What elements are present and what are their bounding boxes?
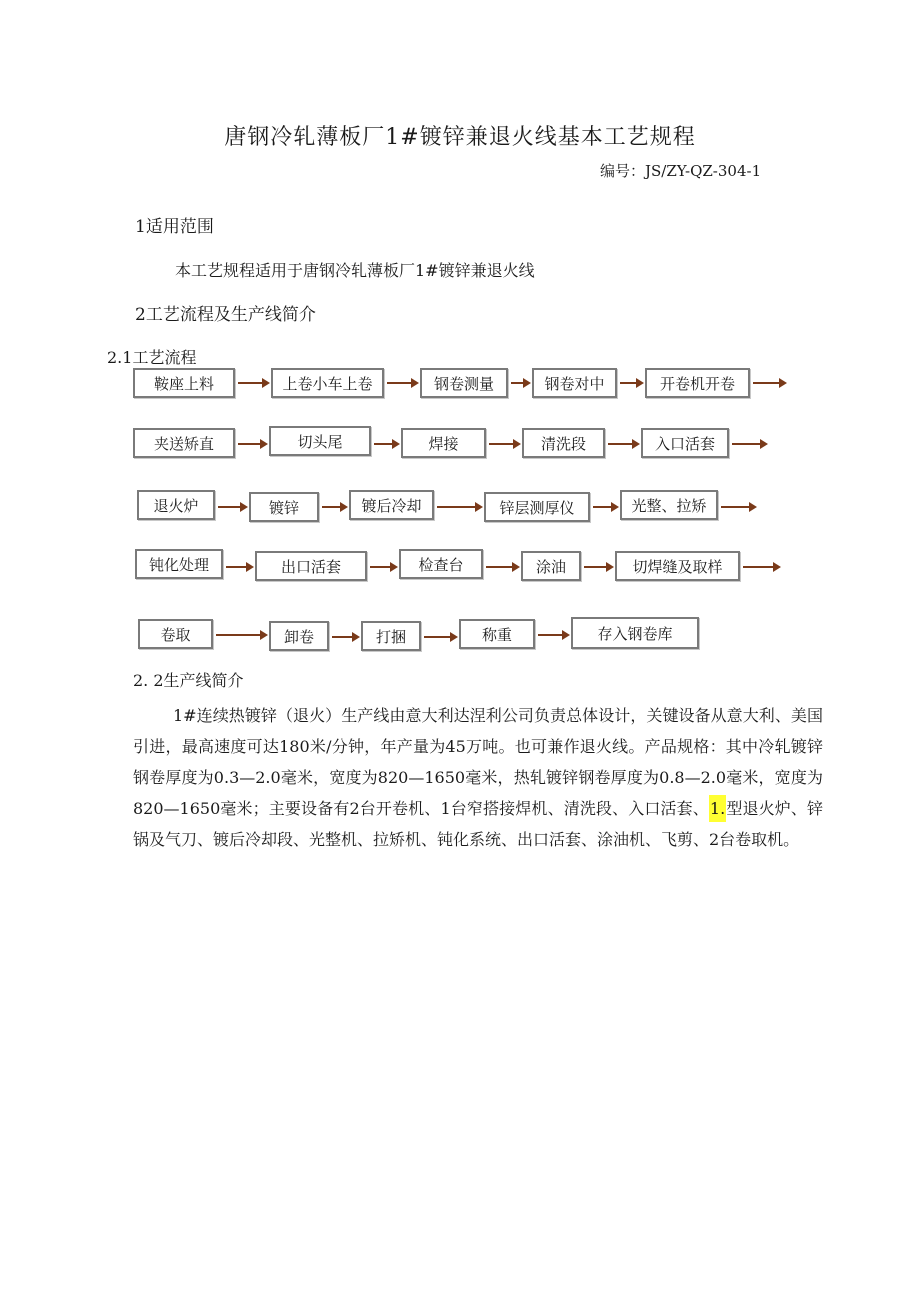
intro-text-part-2: 型退火炉、锌锅及气刀、镀后冷却段、光整机、拉矫机、钝化系统、出口活套、涂油机、飞剪、2台卷取机。: [133, 799, 823, 849]
flow-arrow: [387, 382, 417, 384]
flow-step: 入口活套: [641, 428, 729, 458]
flow-arrow: [238, 382, 268, 384]
flow-arrow: [511, 382, 529, 384]
section-1-heading: 1适用范围: [135, 217, 214, 237]
flow-step: 卷取: [138, 619, 213, 649]
flow-arrow: [584, 566, 612, 568]
flow-step: 镀后冷却: [349, 490, 434, 520]
flow-step: 鞍座上料: [133, 368, 235, 398]
flow-step: 清洗段: [522, 428, 605, 458]
flow-arrow: [218, 506, 246, 508]
flow-arrow: [743, 566, 779, 568]
flow-step: 钝化处理: [135, 549, 223, 579]
flow-step: 开卷机开卷: [645, 368, 750, 398]
flow-arrow: [374, 443, 398, 445]
flow-step: 卸卷: [269, 621, 329, 651]
flow-step: 光整、拉矫: [620, 490, 718, 520]
flow-step: 焊接: [401, 428, 486, 458]
flow-step: 退火炉: [137, 490, 215, 520]
flow-arrow: [238, 443, 266, 445]
flow-step: 切头尾: [269, 426, 371, 456]
production-line-intro: [133, 700, 823, 855]
section-2-2-heading: 2. 2生产线简介: [133, 671, 244, 690]
flow-step: 出口活套: [255, 551, 367, 581]
flow-step: 钢卷测量: [420, 368, 508, 398]
flow-arrow: [721, 506, 755, 508]
flow-arrow: [620, 382, 642, 384]
flow-arrow: [332, 636, 358, 638]
flow-step: 镀锌: [249, 492, 319, 522]
flow-step: 存入钢卷库: [571, 617, 699, 649]
section-2-1-heading: 2.1工艺流程: [107, 348, 197, 367]
flow-arrow: [489, 443, 519, 445]
document-title: 唐钢冷轧薄板厂1#镀锌兼退火线基本工艺规程: [224, 125, 696, 150]
flow-arrow: [538, 634, 568, 636]
flow-step: 打捆: [361, 621, 421, 651]
flow-arrow: [593, 506, 617, 508]
flow-arrow: [216, 634, 266, 636]
flow-step: 夹送矫直: [133, 428, 235, 458]
section-2-heading: 2工艺流程及生产线简介: [135, 305, 316, 325]
flow-step: 涂油: [521, 551, 581, 581]
flow-arrow: [226, 566, 252, 568]
flow-arrow: [608, 443, 638, 445]
flow-step: 称重: [459, 619, 535, 649]
highlighted-text: 1.: [709, 795, 726, 822]
document-number: 编号：JS/ZY-QZ-304-1: [600, 162, 762, 180]
flow-arrow: [486, 566, 518, 568]
flow-step: 切焊缝及取样: [615, 551, 740, 581]
flow-arrow: [732, 443, 766, 445]
flow-step: 锌层测厚仪: [484, 492, 590, 522]
flow-arrow: [370, 566, 396, 568]
flow-step: 上卷小车上卷: [271, 368, 384, 398]
flow-step: 钢卷对中: [532, 368, 617, 398]
flow-arrow: [424, 636, 456, 638]
flow-arrow: [437, 506, 481, 508]
flow-arrow: [753, 382, 785, 384]
flow-step: 检查台: [399, 549, 483, 579]
flow-arrow: [322, 506, 346, 508]
section-1-text: 本工艺规程适用于唐钢冷轧薄板厂1#镀锌兼退火线: [175, 261, 535, 280]
intro-text-part-1: 1#连续热镀锌（退火）生产线由意大利达涅利公司负责总体设计，关键设备从意大利、美国引进，最高速度可达180米/分钟，年产量为45万吨。也可兼作退火线。产品规格：其中冷轧镀锌钢卷厚度为0.3—2.0毫米，宽度为820—1650毫米，热轧镀锌钢卷厚度为0.8—2.0毫米，宽度为820—1650毫米；主要设备有2台开卷机、1台窄搭接焊机、清洗段、入口活套、: [133, 706, 823, 818]
